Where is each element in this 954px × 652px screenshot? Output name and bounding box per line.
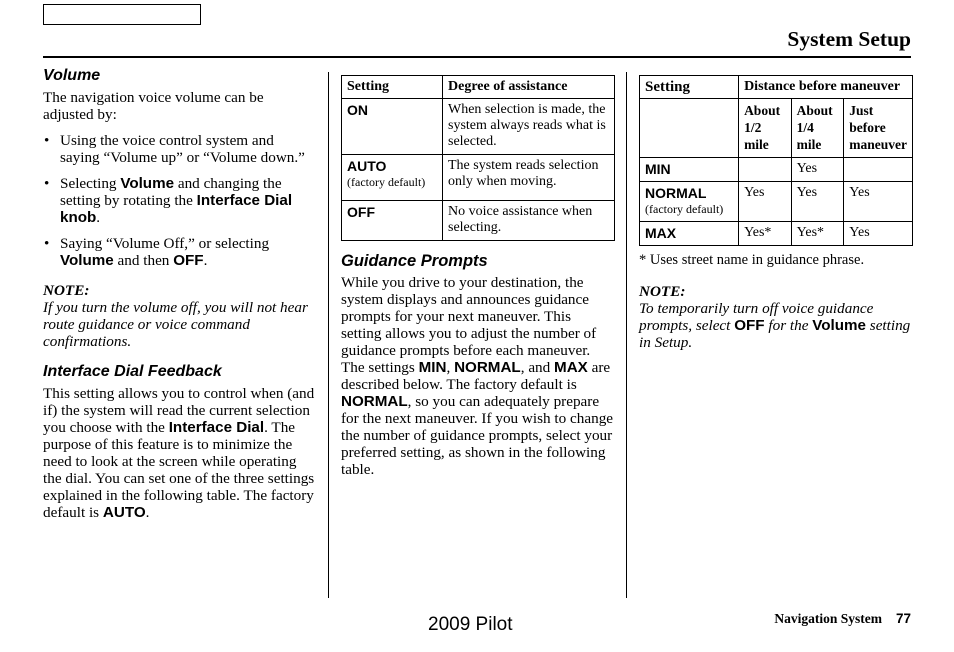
table-row <box>342 99 615 155</box>
interface-dial-table <box>341 75 615 241</box>
bullet-dot: • <box>44 235 50 252</box>
setting-label: ON <box>347 102 368 118</box>
setting-label: MIN <box>645 161 671 177</box>
table-header-row <box>342 76 615 99</box>
factory-default-note: (factory default) <box>347 175 426 189</box>
table-header-degree: Degree of assistance <box>443 76 615 99</box>
footer-model: 2009 Pilot <box>428 614 513 635</box>
page-title: System Setup <box>787 27 911 51</box>
table-cell: Yes <box>844 182 913 222</box>
setting-label: NORMAL <box>645 185 707 201</box>
table-row <box>342 155 615 201</box>
table-cell <box>739 158 792 182</box>
factory-default-note: (factory default) <box>645 202 724 216</box>
setting-description: When selection is made, the system always reads what is selected. <box>443 99 615 155</box>
note-text: If you turn the volume off, you will not hear route guidance or voice command confirmations. <box>43 299 308 350</box>
volume-bullet-voice: • Using the voice control system and saying “Volume up” or “Volume down.” <box>44 132 305 166</box>
table-row <box>342 201 615 241</box>
table-row <box>640 182 913 222</box>
setting-label: MAX <box>645 225 677 241</box>
header-tab-box <box>43 4 201 25</box>
table-cell: Yes* <box>791 222 844 246</box>
table-subheader-row <box>640 99 913 158</box>
table-cell: Yes <box>739 182 792 222</box>
volume-bullet-off: • Saying “Volume Off,” or selecting Volume and then OFF. <box>44 235 270 269</box>
subheader-half-mile: About 1/2 mile <box>739 99 792 158</box>
setting-label: OFF <box>347 204 375 220</box>
bullet-dot: • <box>44 132 50 149</box>
setting-label: AUTO <box>347 158 387 174</box>
volume-bullet-dial: • Selecting Volume and changing the setting by rotating the Interface Dial knob. <box>44 175 293 226</box>
table-header-row <box>640 76 913 99</box>
table-row <box>640 222 913 246</box>
page-number: 77 <box>895 611 911 626</box>
bullet-dot: • <box>44 175 50 192</box>
table-cell: Yes <box>791 158 844 182</box>
table-cell: Yes <box>791 182 844 222</box>
note-heading: NOTE: <box>639 283 686 300</box>
column-divider-right <box>626 72 627 598</box>
note-text: To temporarily turn off voice guidance prompts, select OFF for the Volume setting in Setup. <box>639 300 911 351</box>
table-cell: Yes* <box>739 222 792 246</box>
guidance-prompts-text: While you drive to your destination, the system displays and announces guidance prompts for your next maneuver. This setting allows you to adjust the number of guidance prompts before each maneuver. The settings MIN, NORMAL, and MAX are described below. The factory default is NORMAL, so you can adequately prepare for the next maneuver. If you wish to change the number of guidance prompts, select your preferred setting, as shown in the following table. <box>341 274 614 478</box>
table-header-distance: Distance before maneuver <box>739 76 913 99</box>
volume-intro: The navigation voice volume can be adjusted by: <box>43 89 264 123</box>
setting-description: The system reads selection only when moving. <box>443 155 615 201</box>
column-divider-left <box>328 72 329 598</box>
table-row <box>640 158 913 182</box>
column-left <box>43 66 315 521</box>
guidance-prompts-heading: Guidance Prompts <box>341 252 488 270</box>
setting-description: No voice assistance when selecting. <box>443 201 615 241</box>
interface-dial-feedback-text: This setting allows you to control when (and if) the system will read the current selection you choose with the Interface Dial. The purpose of this feature is to minimize the need to look at the screen while operating the dial. You can set one of the three settings explained in the following table. The factory default is AUTO. <box>43 385 315 521</box>
table-cell: Yes <box>844 222 913 246</box>
subheader-just-before: Just before maneuver <box>844 99 913 158</box>
footer-section: Navigation System 77 <box>774 611 911 626</box>
note-heading: NOTE: <box>43 282 90 299</box>
subheader-quarter-mile: About 1/4 mile <box>791 99 844 158</box>
guidance-prompts-table <box>639 75 913 246</box>
interface-dial-feedback-heading: Interface Dial Feedback <box>43 363 222 380</box>
column-middle <box>341 75 615 478</box>
table-cell <box>844 158 913 182</box>
header-rule <box>43 56 911 58</box>
volume-heading: Volume <box>43 67 101 84</box>
column-right <box>639 75 913 351</box>
table-header-setting: Setting <box>342 76 443 99</box>
table-header-setting: Setting <box>640 76 739 99</box>
table-footnote: * Uses street name in guidance phrase. <box>639 252 865 268</box>
